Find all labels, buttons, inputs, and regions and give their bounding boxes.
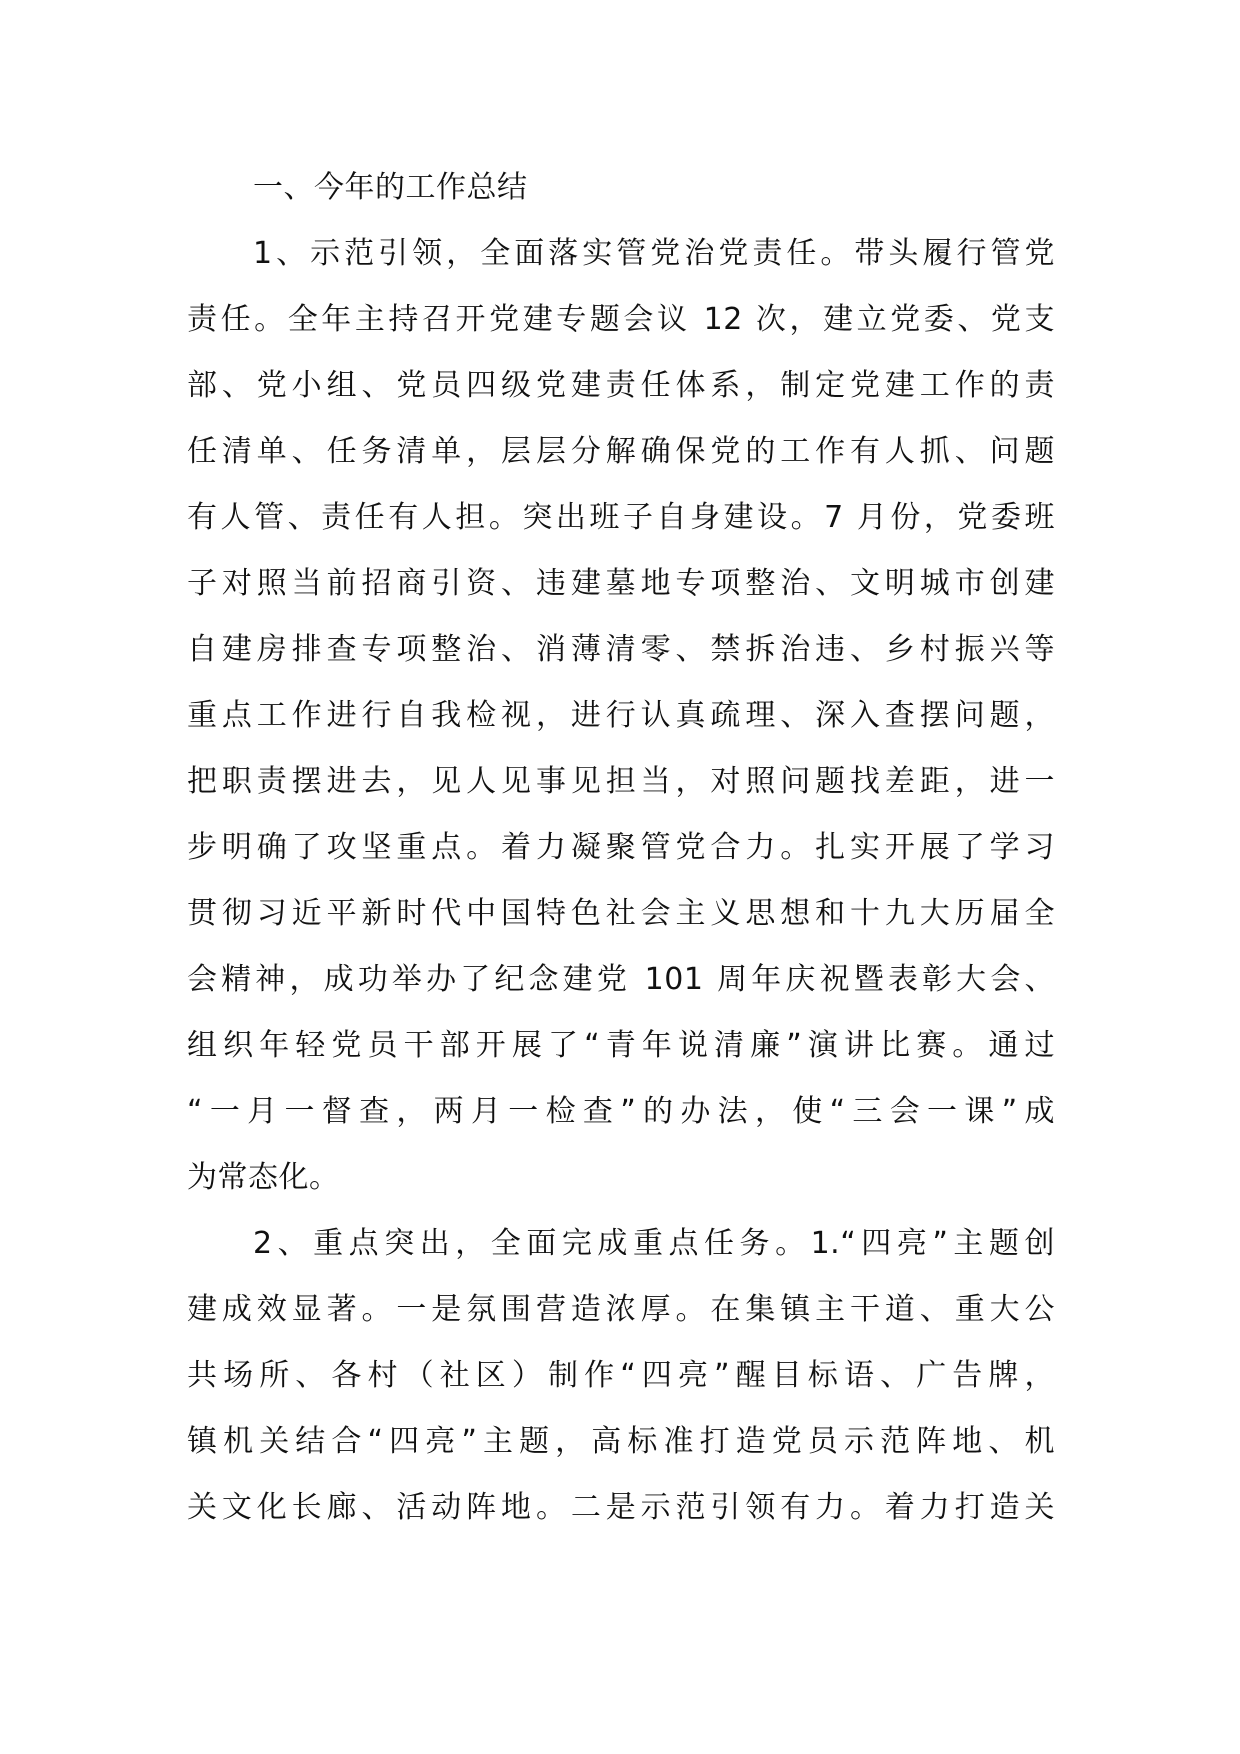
paragraph-line: 会精神，成功举办了纪念建党 101 周年庆祝暨表彰大会、 — [187, 962, 1055, 997]
paragraph-2 — [187, 1211, 1055, 1541]
paragraph-line: 自建房排查专项整治、消薄清零、禁拆治违、乡村振兴等 — [187, 632, 1055, 667]
paragraph-line: 责任。全年主持召开党建专题会议 12 次，建立党委、党支 — [187, 302, 1055, 337]
paragraph-line: 2、重点突出，全面完成重点任务。1.“四亮”主题创 — [253, 1226, 1055, 1261]
paragraph-line: 为常态化。 — [187, 1160, 340, 1195]
paragraph-line: 重点工作进行自我检视，进行认真疏理、深入查摆问题， — [187, 698, 1055, 733]
paragraph-line: 组织年轻党员干部开展了“青年说清廉”演讲比赛。通过 — [187, 1028, 1055, 1063]
paragraph-line: 步明确了攻坚重点。着力凝聚管党合力。扎实开展了学习 — [187, 830, 1055, 865]
paragraph-line: 把职责摆进去，见人见事见担当，对照问题找差距，进一 — [187, 764, 1055, 799]
paragraph-line: 任清单、任务清单，层层分解确保党的工作有人抓、问题 — [187, 434, 1055, 469]
paragraph-line: 有人管、责任有人担。突出班子自身建设。7 月份，党委班 — [187, 500, 1055, 535]
paragraph-line: 关文化长廊、活动阵地。二是示范引领有力。着力打造关 — [187, 1490, 1055, 1525]
paragraph-1 — [187, 221, 1055, 1211]
paragraph-line: 子对照当前招商引资、违建墓地专项整治、文明城市创建 — [187, 566, 1055, 601]
paragraph-line: “一月一督查，两月一检查”的办法，使“三会一课”成 — [187, 1094, 1055, 1129]
paragraph-line: 贯彻习近平新时代中国特色社会主义思想和十九大历届全 — [187, 896, 1055, 931]
paragraph-line: 镇机关结合“四亮”主题，高标准打造党员示范阵地、机 — [187, 1424, 1055, 1459]
document-body — [187, 155, 1055, 1541]
paragraph-line: 共场所、各村（社区）制作“四亮”醒目标语、广告牌， — [187, 1358, 1055, 1393]
paragraph-line: 部、党小组、党员四级党建责任体系，制定党建工作的责 — [187, 368, 1055, 403]
paragraph-line: 1、示范引领，全面落实管党治党责任。带头履行管党 — [253, 236, 1055, 271]
paragraph-line: 建成效显著。一是氛围营造浓厚。在集镇主干道、重大公 — [187, 1292, 1055, 1327]
section-heading: 一、今年的工作总结 — [253, 170, 528, 205]
